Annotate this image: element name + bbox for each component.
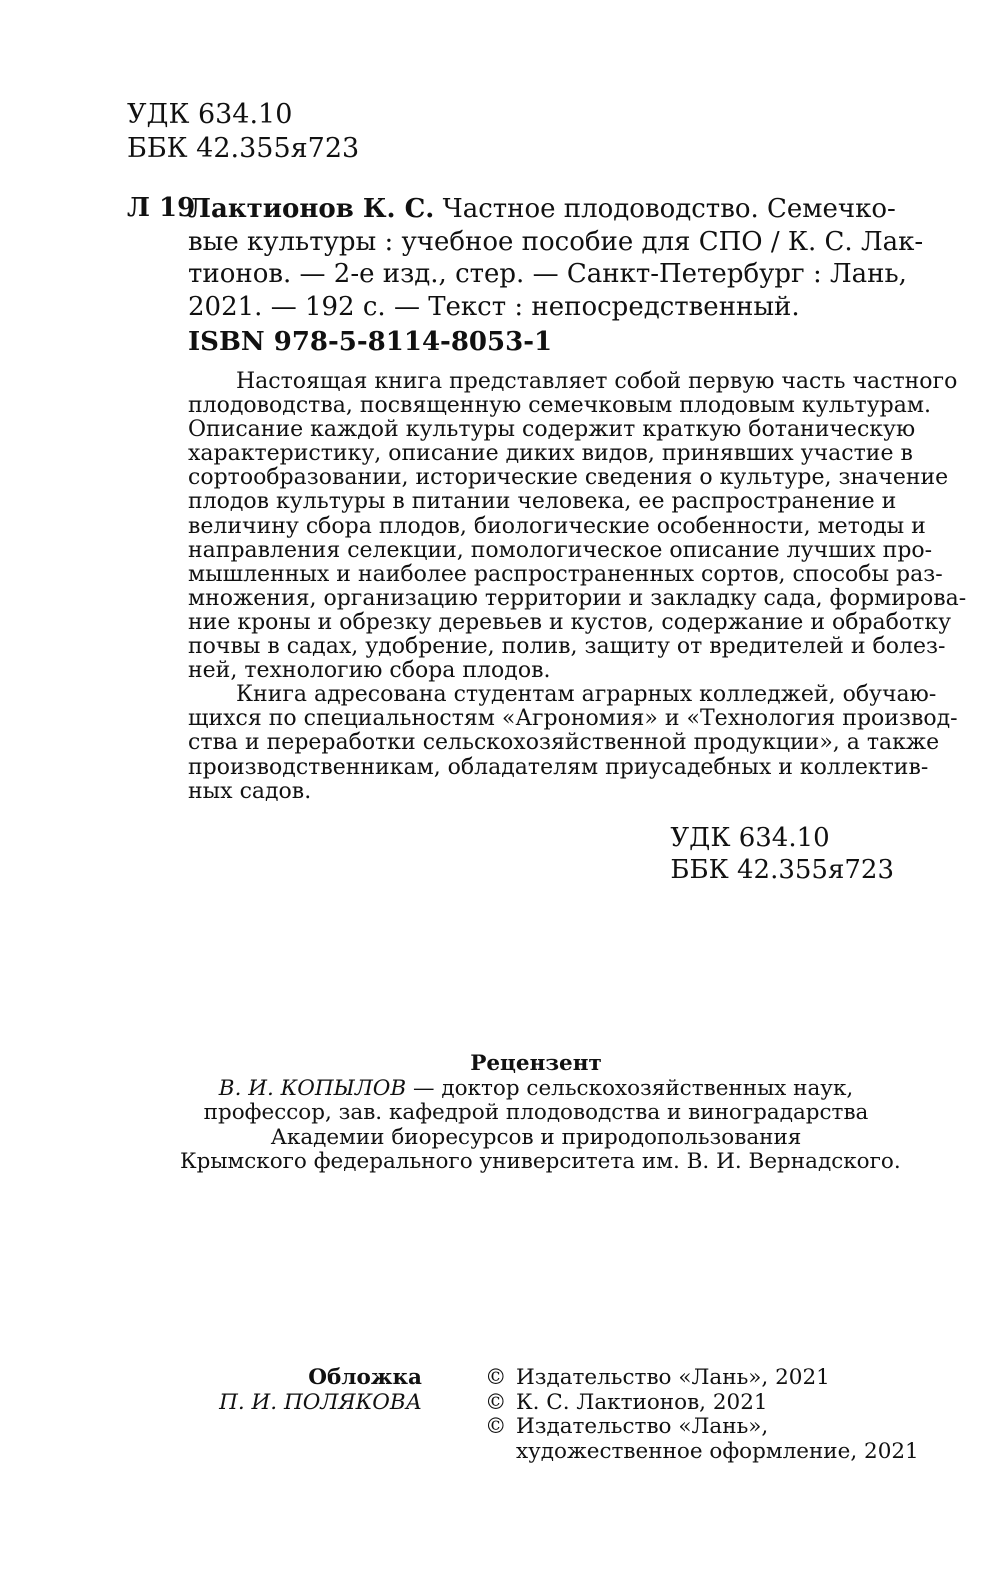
reviewer-line: профессор, зав. кафедрой плодоводства и виноградарства xyxy=(203,1100,869,1126)
annotation-line: ней, технологию сбора плодов. xyxy=(188,658,551,684)
annotation-line: ных садов. xyxy=(188,778,312,804)
bbk-code: ББК 42.355я723 xyxy=(670,855,894,885)
reviewer-name: В. И. КОПЫЛОВ xyxy=(218,1075,407,1101)
cover-label: Обложка xyxy=(308,1365,422,1390)
copyright-continuation: художественное оформление, 2021 xyxy=(516,1438,919,1464)
isbn: ISBN 978-5-8114-8053-1 xyxy=(188,327,553,357)
udk-code: УДК 634.10 xyxy=(127,99,293,130)
classification-header xyxy=(127,98,359,166)
annotation-line: мышленных и наиболее распространенных сортов, способы раз- xyxy=(188,561,943,587)
annotation-line: величину сбора плодов, биологические особенности, методы и xyxy=(188,513,926,539)
copyright-entry: © К. С. Лактионов, 2021 xyxy=(485,1389,768,1415)
bbk-code: ББК 42.355я723 xyxy=(127,133,360,164)
reviewer-line: Академии биоресурсов и природопользования xyxy=(270,1124,802,1150)
biblio-line: тионов. — 2-е изд., стер. — Санкт-Петербург : Лань, xyxy=(188,259,907,289)
annotation-line: плодов культуры в питании человека, ее распространение и xyxy=(188,489,897,515)
udk-code: УДК 634.10 xyxy=(670,823,830,853)
annotation xyxy=(188,369,967,804)
copyright-block xyxy=(485,1366,919,1464)
cover-artist: П. И. ПОЛЯКОВА xyxy=(219,1389,422,1415)
annotation-line: множения, организацию территории и закладку сада, формирова- xyxy=(188,585,967,611)
copyright-symbol: © xyxy=(485,1389,507,1415)
copyright-entry: © Издательство «Лань», xyxy=(485,1414,769,1439)
author-name: Лактионов К. С. xyxy=(188,194,435,224)
cover-credit xyxy=(219,1366,422,1415)
biblio-line: Лактионов К. С. Частное плодоводство. Семечко- xyxy=(188,194,896,224)
annotation-line: сортообразовании, исторические сведения о культуре, значение xyxy=(188,465,949,491)
annotation-line: направления селекции, помологическое описание лучших про- xyxy=(188,537,933,563)
annotation-line: ства и переработки сельскохозяйственной продукции», а также xyxy=(188,730,940,756)
annotation-line: ние кроны и обрезку деревьев и кустов, содержание и обработку xyxy=(188,609,952,635)
copyright-symbol: © xyxy=(485,1365,507,1390)
biblio-line: вые культуры : учебное пособие для СПО / К. С. Лак- xyxy=(188,226,924,257)
annotation-line: Описание каждой культуры содержит краткую ботаническую xyxy=(188,417,916,443)
reviewer-title: Рецензент xyxy=(470,1051,602,1076)
copyright-entry: © Издательство «Лань», 2021 xyxy=(485,1365,830,1390)
bibliographic-record xyxy=(188,193,924,323)
annotation-line: характеристику, описание диких видов, принявших участие в xyxy=(188,441,913,467)
annotation-line: плодоводства, посвященную семечковым плодовым культурам. xyxy=(188,393,931,419)
annotation-line: почвы в садах, удобрение, полив, защиту от вредителей и болез- xyxy=(188,634,946,660)
copyright-symbol: © xyxy=(485,1414,507,1439)
annotation-line: Книга адресована студентам аграрных колледжей, обучаю- xyxy=(236,682,937,708)
annotation-line: щихся по специальностям «Агрономия» и «Технология производ- xyxy=(188,706,958,732)
annotation-line: Настоящая книга представляет собой первую часть частного xyxy=(236,369,958,394)
biblio-line: 2021. — 192 с. — Текст : непосредственный. xyxy=(188,291,800,322)
author-sign: Л 19 xyxy=(127,193,196,223)
classification-footer xyxy=(670,822,894,886)
reviewer-block xyxy=(180,1051,901,1175)
reviewer-line: Крымского федерального университета им. В. И. Вернадского. xyxy=(180,1149,901,1175)
reviewer-line: В. И. КОПЫЛОВ — доктор сельскохозяйственных наук, xyxy=(218,1075,854,1101)
annotation-line: производственникам, обладателям приусадебных и коллектив- xyxy=(188,754,929,780)
